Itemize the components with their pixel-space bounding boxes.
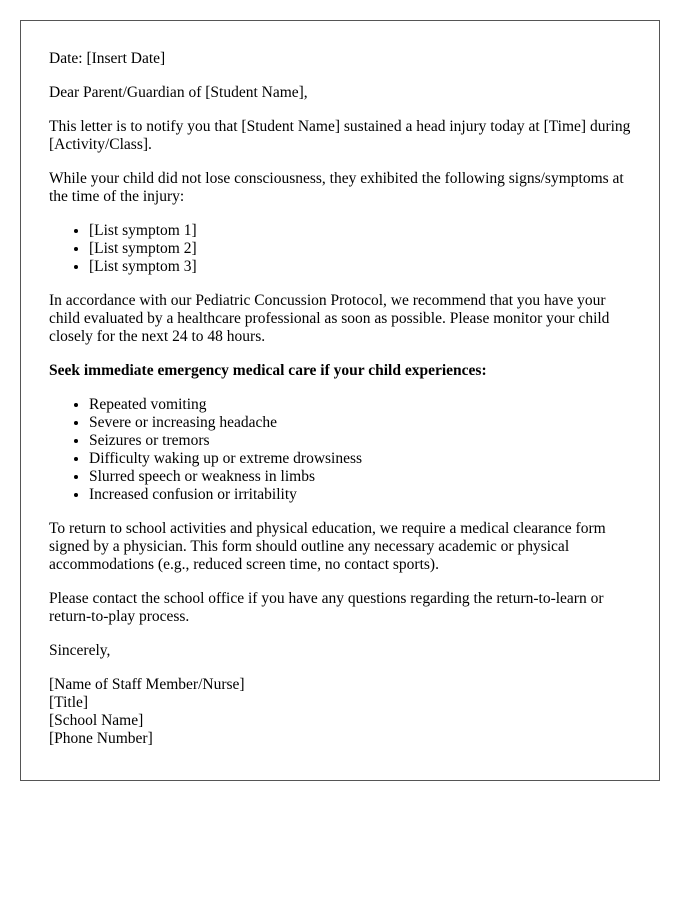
return-policy-paragraph: To return to school activities and physical education, we require a medical clearance form signed by a physician. This form should outline any necessary academic or physical accommodations (e.g., reduced screen time, no contact sports). — [49, 520, 606, 573]
contact-paragraph: Please contact the school office if you have any questions regarding the return-to-learn or return-to-play process. — [49, 590, 604, 625]
emergency-signs-list — [49, 396, 631, 504]
phone-number: [Phone Number] — [49, 730, 153, 747]
emergency-heading: Seek immediate emergency medical care if your child experiences: — [49, 362, 487, 379]
letter-salutation: Dear Parent/Guardian of [Student Name], — [49, 84, 308, 101]
symptom-list-item: • [List symptom 3] — [89, 258, 631, 276]
symptom-list-item: • [List symptom 1] — [89, 222, 631, 240]
signer-title: [Title] — [49, 694, 89, 711]
letter-intro-paragraph: This letter is to notify you that [Student Name] sustained a head injury today at [Time] during [Activity/Class]. — [49, 118, 631, 153]
emergency-sign-item: • Seizures or tremors — [89, 432, 631, 450]
signer-name: [Name of Staff Member/Nurse] — [49, 676, 245, 693]
symptoms-intro-paragraph: While your child did not lose consciousness, they exhibited the following signs/symptoms at the time of the injury: — [49, 170, 624, 205]
emergency-sign-item: • Increased confusion or irritability — [89, 486, 631, 504]
emergency-sign-item: • Severe or increasing headache — [89, 414, 631, 432]
emergency-sign-item: • Repeated vomiting — [89, 396, 631, 414]
symptom-list — [49, 222, 631, 276]
signature-block — [49, 676, 631, 748]
symptom-list-item: • [List symptom 2] — [89, 240, 631, 258]
letter-closing: Sincerely, — [49, 642, 111, 659]
concussion-notification-letter — [20, 20, 660, 781]
school-name: [School Name] — [49, 712, 144, 729]
letter-date: Date: [Insert Date] — [49, 50, 166, 67]
emergency-sign-item: • Slurred speech or weakness in limbs — [89, 468, 631, 486]
protocol-paragraph: In accordance with our Pediatric Concussion Protocol, we recommend that you have your child evaluated by a healthcare professional as soon as possible. Please monitor your child closely for the next 24 to 48 hours. — [49, 292, 610, 345]
emergency-sign-item: • Difficulty waking up or extreme drowsiness — [89, 450, 631, 468]
